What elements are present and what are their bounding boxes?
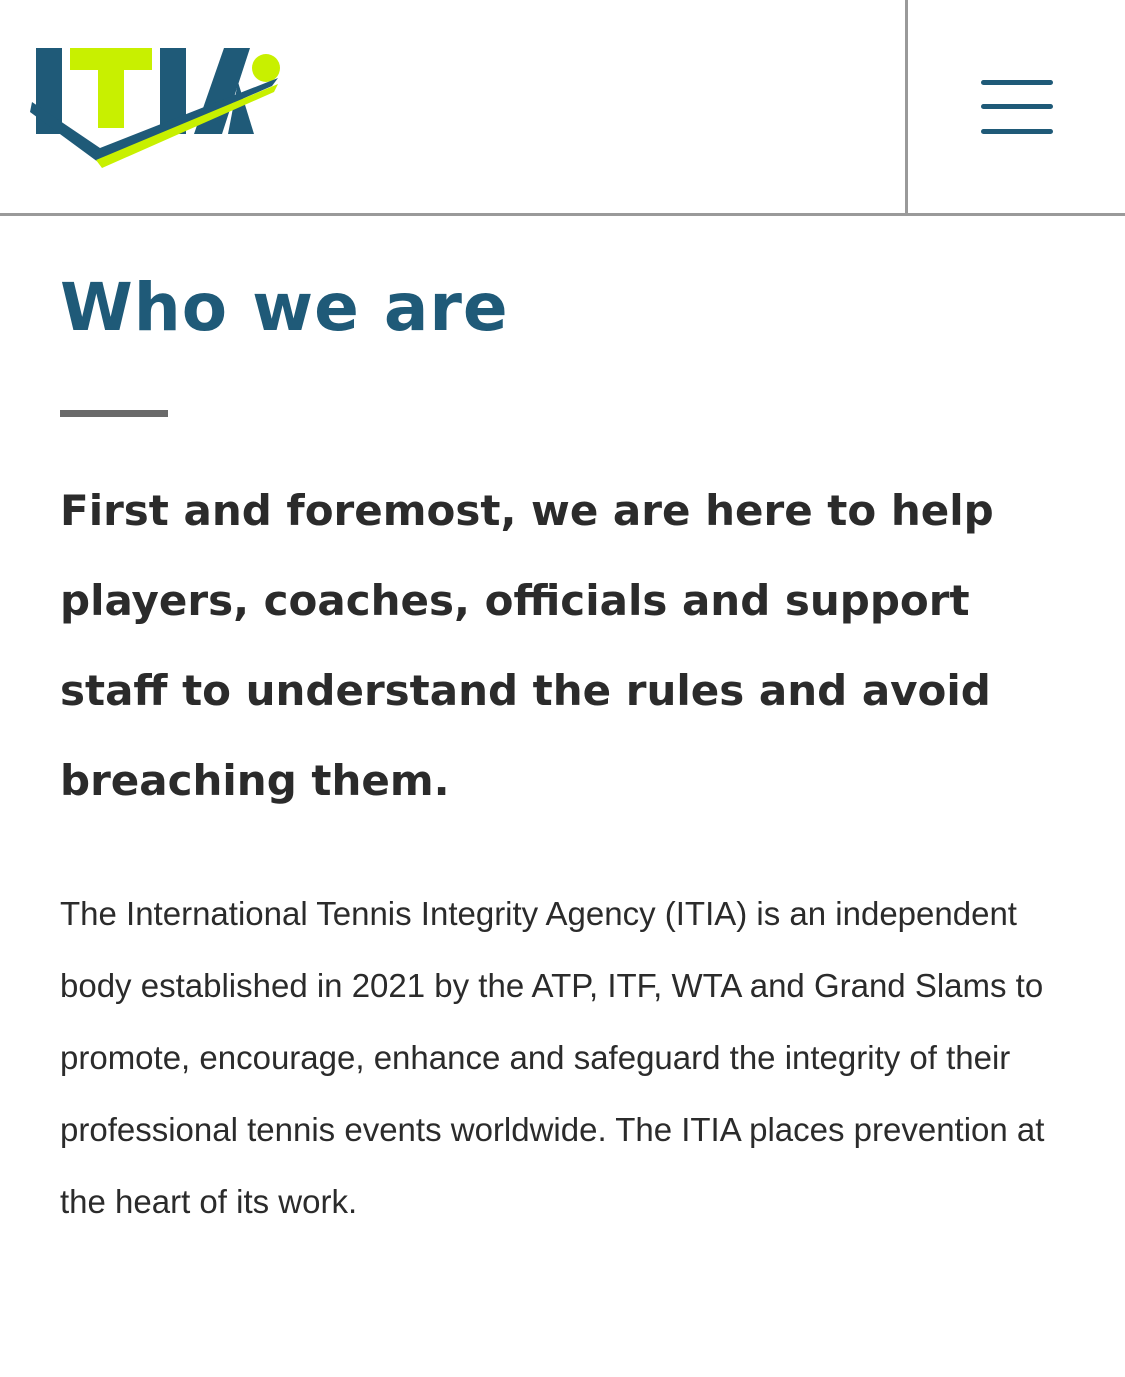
hamburger-menu-icon	[981, 80, 1053, 134]
menu-button[interactable]	[908, 0, 1125, 213]
menu-icon-line	[981, 104, 1053, 109]
menu-icon-line	[981, 129, 1053, 134]
lead-paragraph: First and foremost, we are here to help players, coaches, officials and support staff to understand the rules and avoid breaching them.	[60, 486, 994, 805]
itia-logo-graphic	[28, 40, 288, 175]
title-divider	[60, 410, 168, 417]
site-header	[0, 0, 1125, 216]
page-title: Who we are	[60, 269, 509, 346]
body-paragraph: The International Tennis Integrity Agency (ITIA) is an independent body established in 2021 by the ATP, ITF, WTA and Grand Slams to promote, encourage, enhance and safeguard the integrity of their professional tennis events worldwide. The ITIA places prevention at the heart of its work.	[60, 895, 1045, 1220]
itia-logo[interactable]	[28, 40, 288, 175]
menu-icon-line	[981, 80, 1053, 85]
